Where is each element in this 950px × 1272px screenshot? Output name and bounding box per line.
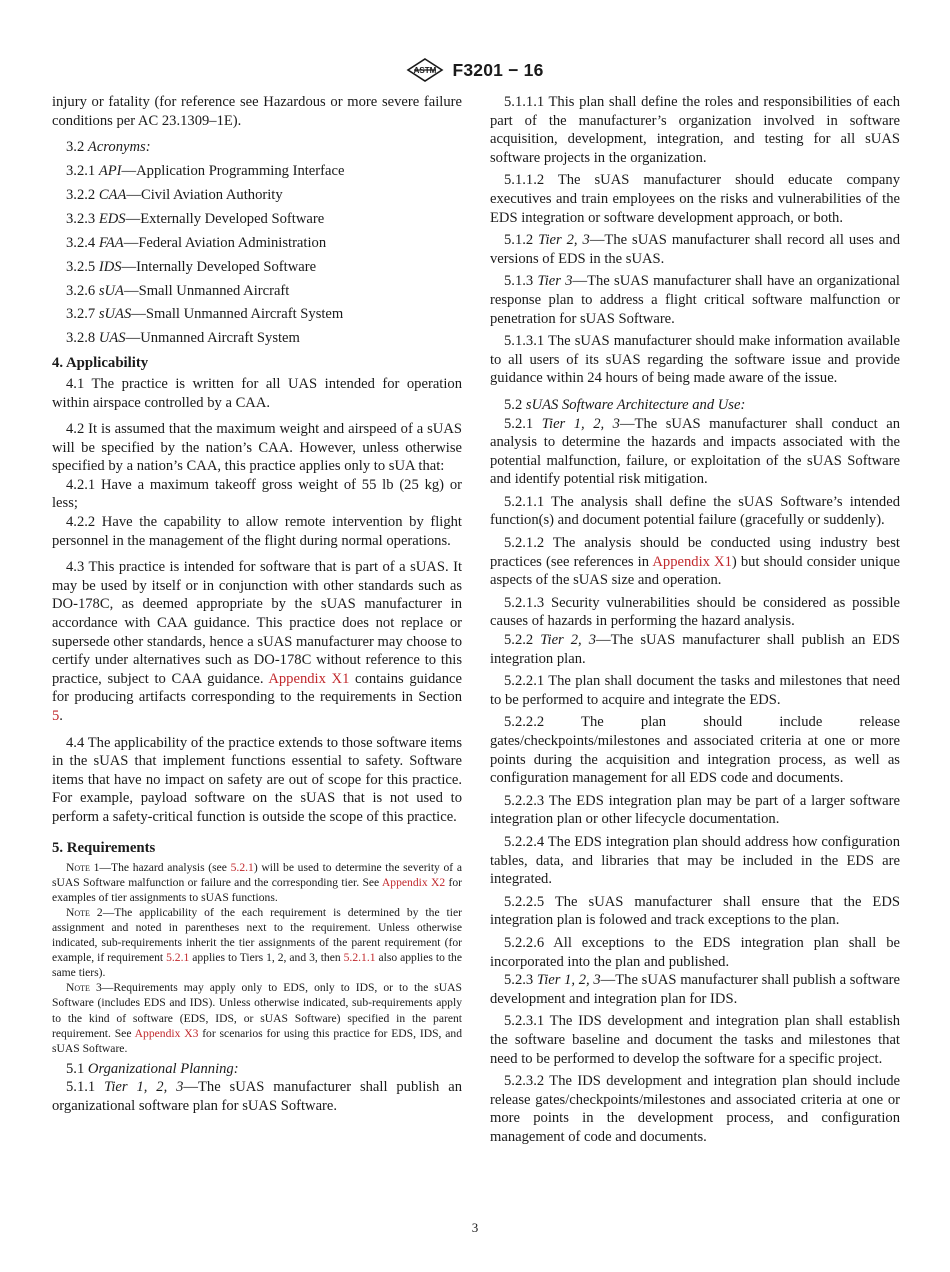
- note-3: Note 3—Requirements may apply only to EDS, only to IDS, or to the sUAS Software (includes EDS and IDS). Unless otherwise indicated, sub-requirements apply to the kind of software (EDS, IDS, or sUAS Software) specified in the parent requirement. See Appendix X3 for scenarios for using this practice for EDS, IDS, and sUAS Software.: [52, 981, 462, 1055]
- acronyms-heading: 3.2 Acronyms:: [66, 139, 151, 156]
- note-1: Note 1—The hazard analysis (see 5.2.1) will be used to determine the severity of a sUAS Software malfunction or failure and the corresponding tier. See Appendix X2 for examples of tier assignments to sUAS functions.: [52, 860, 462, 904]
- para-5-2-2-3: 5.2.2.3 The EDS integration plan may be part of a larger software integration plan or other lifecycle documentation.: [490, 792, 900, 828]
- requirements-heading: 5. Requirements: [52, 839, 156, 856]
- para-5-2-3: 5.2.3 Tier 1, 2, 3—The sUAS manufacturer shall publish a software development and integration plan for IDS.: [490, 972, 901, 1007]
- para-4-2-1: 4.2.1 Have a maximum takeoff gross weight of 55 lb (25 kg) or less;: [52, 476, 462, 512]
- acronym-item: 3.2.1 API—Application Programming Interface: [66, 163, 345, 180]
- para-5-2-3-2: 5.2.3.2 The IDS development and integration plan should include release gates/checkpoints/milestones and associated criteria at one or more points in the development process, and configuration management of code and documents.: [490, 1073, 900, 1145]
- acronym-item: 3.2.5 IDS—Internally Developed Software: [66, 258, 317, 275]
- designation: F3201 − 16: [452, 59, 544, 80]
- para-5-2-1-3: 5.2.1.3 Security vulnerabilities should be considered as possible causes of hazards in performing the hazard analysis.: [490, 594, 900, 630]
- intro-text: injury or fatality (for reference see Hazardous or more severe failure conditions per AC 23.1309–1E).: [52, 94, 462, 129]
- para-5-2-2-4: 5.2.2.4 The EDS integration plan should address how configuration tables, data, and libraries that may be included in the EDS are integrated.: [490, 833, 900, 888]
- para-5-2-2-1: 5.2.2.1 The plan shall document the tasks and milestones that need to be performed to acquire and integrate the EDS.: [490, 673, 900, 708]
- para-5-1-1-1: 5.1.1.1 This plan shall define the roles and responsibilities of each part of the manufacturer’s organization involved in software acquisition, development, integration, and testing for all sUAS software projects in the organization.: [490, 94, 900, 166]
- para-4-2: 4.2 It is assumed that the maximum weight and airspeed of a sUAS will be specified by the nation’s CAA. However, unless otherwise specified by a nation’s CAA, this practice applies only to sUA that:: [52, 421, 462, 475]
- applicability-heading: 4. Applicability: [52, 354, 149, 371]
- para-4-4: 4.4 The applicability of the practice extends to those software items in the sUAS that implement functions essential to safety. Software items that have no impact on safety are out of scope for this practice. For example, payload software on the sUAS that is not used to perform a safety-critical function is outside the scope of this practice.: [52, 734, 462, 825]
- acronym-item: 3.2.8 UAS—Unmanned Aircraft System: [66, 330, 300, 347]
- para-5-2-1-1: 5.2.1.1 The analysis shall define the sUAS Software’s intended function(s) and document potential failure (gracefully or suddenly).: [490, 493, 900, 529]
- appendix-x2-link[interactable]: Appendix X2: [381, 875, 446, 889]
- para-5-1-2: 5.1.2 Tier 2, 3—The sUAS manufacturer shall record all uses and versions of EDS in the sUAS.: [490, 232, 901, 267]
- para-5-2-2: 5.2.2 Tier 2, 3—The sUAS manufacturer shall publish an EDS integration plan.: [490, 632, 900, 667]
- acronym-item: 3.2.6 sUA—Small Unmanned Aircraft: [66, 282, 290, 299]
- para-5-2-1: 5.2.1 Tier 1, 2, 3—The sUAS manufacturer shall conduct an analysis to determine the hazards and impacts associated with the potential malfunction, failure, or exploitation of the sUAS Software and identify potential risk mitigation.: [490, 415, 900, 488]
- para-5-1-1: 5.1.1 Tier 1, 2, 3—The sUAS manufacturer shall publish an organizational software plan for sUAS Software.: [52, 1079, 462, 1114]
- para-5-2-2-2: 5.2.2.2 The plan should include release gates/checkpoints/milestones and associated criteria at one or more points during the acquisition and integration process, as well as configuration management for all EDS code and documents.: [490, 714, 900, 787]
- acronym-item: 3.2.2 CAA—Civil Aviation Authority: [66, 186, 283, 203]
- para-4-1: 4.1 The practice is written for all UAS intended for operation within airspace controlled by a CAA.: [52, 375, 462, 411]
- page-number: 3: [471, 1220, 479, 1235]
- para-5-2-1-2: 5.2.1.2 The analysis should be conducted using industry best practices (see references in Appendix X1) but should consider unique aspects of the sUAS size and operation.: [490, 535, 900, 589]
- acronym-item: 3.2.7 sUAS—Small Unmanned Aircraft System: [66, 306, 344, 323]
- appendix-x1-link[interactable]: Appendix X1: [652, 553, 732, 570]
- note-2: Note 2—The applicability of the each requirement is determined by the tier assignment and noted in parentheses next to the requirement. Unless otherwise indicated, sub-requirements inherit the tier assignments of the parent requirement (for example, if requirement 5.2.1 applies to Tiers 1, 2, and 3, then 5.2.1.1 also applies to the same tiers).: [52, 905, 462, 980]
- astm-logo-icon: [406, 58, 444, 82]
- svg-text:ASTM: ASTM: [414, 66, 437, 75]
- para-5-2-2-6: 5.2.2.6 All exceptions to the EDS integration plan shall be incorporated into the plan and published.: [490, 934, 900, 970]
- para-4-2-2: 4.2.2 Have the capability to allow remote intervention by flight personnel in the management of the flight during normal operations.: [52, 514, 462, 549]
- para-5-1-3-1: 5.1.3.1 The sUAS manufacturer should make information available to all users of its sUAS regarding the software issue and provide guidance within 24 hours of being made aware of the issue.: [490, 333, 900, 387]
- note2-subsection-link[interactable]: 5.2.1.1: [343, 951, 376, 965]
- para-5-1: 5.1 Organizational Planning:: [66, 1060, 239, 1077]
- page-header: [0, 56, 950, 84]
- para-5-1-3: 5.1.3 Tier 3—The sUAS manufacturer shall have an organizational response plan to address a flight critical software malfunction or penetration for sUAS Software.: [490, 273, 900, 327]
- right-column: [490, 93, 900, 1146]
- para-5-2: 5.2 sUAS Software Architecture and Use:: [504, 396, 746, 413]
- section-5-link[interactable]: 5: [52, 708, 60, 724]
- left-column: [52, 93, 462, 1116]
- acronym-item: 3.2.3 EDS—Externally Developed Software: [66, 210, 325, 227]
- para-4-3: 4.3 This practice is intended for software that is part of a sUAS. It may be used by itself or in conjunction with other standards such as DO-178C, as deemed appropriate by the sUAS manufacturer in accordance with CAA guidance. This practice does not replace or supersede other standards, hence a sUAS manufacturer may choose to certify under alternatives such as DO-178C without reference to this practice, subject to CAA guidance. Appendix X1 contains guidance for producing artifacts corresponding to the requirements in Section 5.: [52, 559, 463, 724]
- para-5-2-2-5: 5.2.2.5 The sUAS manufacturer shall ensure that the EDS integration plan is folowed and track exceptions to the plan.: [490, 893, 900, 929]
- appendix-x3-link[interactable]: Appendix X3: [134, 1026, 199, 1040]
- acronym-item: 3.2.4 FAA—Federal Aviation Administration: [66, 234, 327, 251]
- note2-section-link[interactable]: 5.2.1: [166, 951, 190, 965]
- appendix-x1-link[interactable]: Appendix X1: [268, 670, 350, 687]
- note1-section-link[interactable]: 5.2.1: [230, 860, 254, 874]
- para-5-2-3-1: 5.2.3.1 The IDS development and integration plan shall establish the software baseline and document the tasks and milestones that need to be performed to develop the software for a specific project.: [490, 1013, 900, 1067]
- para-5-1-1-2: 5.1.1.2 The sUAS manufacturer should educate company executives and train employees on the risks and vulnerabilities of the EDS integration or software development approach, or both.: [490, 172, 900, 226]
